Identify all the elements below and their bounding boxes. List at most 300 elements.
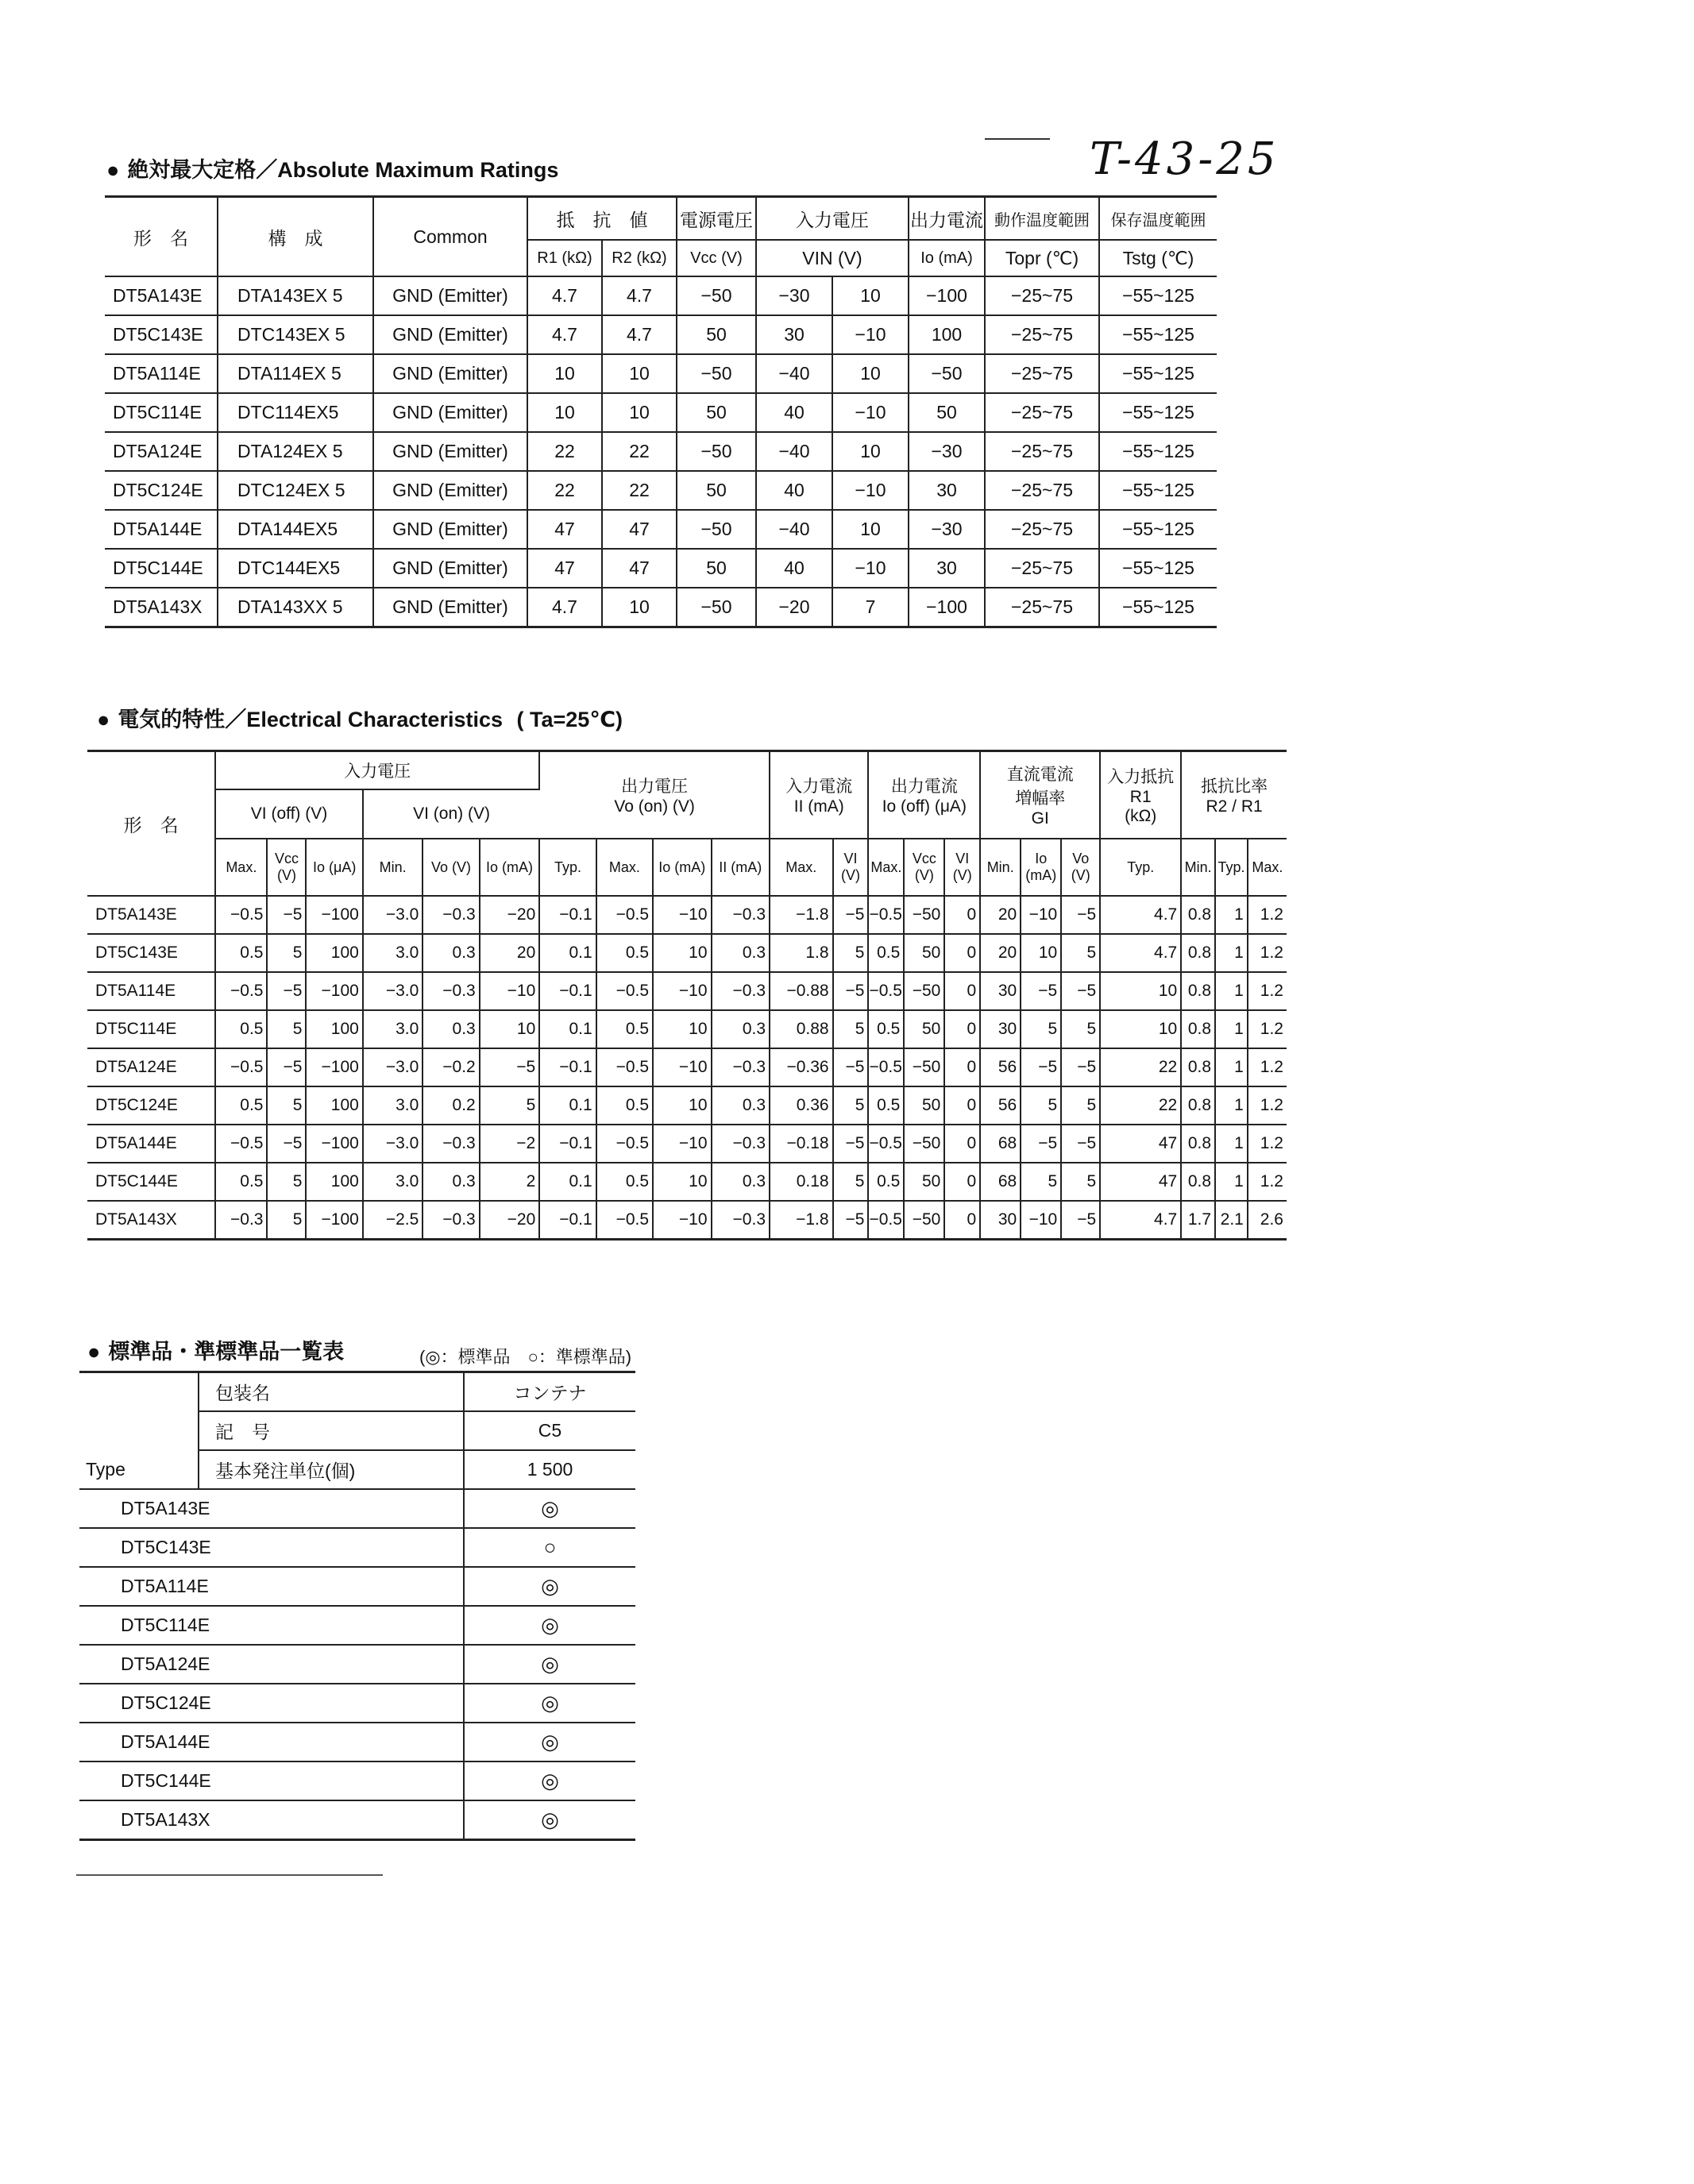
std-unit-label: 基本発注単位(個) bbox=[199, 1450, 464, 1489]
cell-value: 10 bbox=[1021, 934, 1061, 972]
elec-hdr-output-voltage bbox=[539, 751, 770, 839]
cell-type: DT5A143E bbox=[87, 896, 215, 934]
cell-value: −0.3 bbox=[423, 1125, 479, 1163]
cell-value: 10 bbox=[653, 934, 711, 972]
cell-value: 0.5 bbox=[596, 934, 653, 972]
cell-value: −5 bbox=[833, 896, 869, 934]
cell-value: −0.36 bbox=[770, 1048, 833, 1086]
cell-value: −20 bbox=[480, 1201, 540, 1240]
cell-value: −5 bbox=[1021, 972, 1061, 1010]
cell-value: 0.3 bbox=[712, 1163, 770, 1201]
cell-value: −3.0 bbox=[363, 896, 423, 934]
cell-type: DT5A114E bbox=[79, 1567, 464, 1606]
cell-type: DT5C144E bbox=[79, 1761, 464, 1800]
cell-value: −50 bbox=[904, 1201, 944, 1240]
cell-value: −5 bbox=[833, 1048, 869, 1086]
cell-value: 10 bbox=[653, 1086, 711, 1125]
cell-value: 0.8 bbox=[1181, 1125, 1215, 1163]
elec-hdr-ratio bbox=[1181, 751, 1287, 839]
cell-value: −100 bbox=[306, 1201, 362, 1240]
hdr-r2: R2 (kΩ) bbox=[602, 240, 677, 276]
cell-value: 0.8 bbox=[1181, 896, 1215, 934]
cell-status-icon: ◎ bbox=[464, 1606, 635, 1645]
cell-vcc: −50 bbox=[677, 588, 756, 627]
table-row bbox=[79, 1761, 635, 1800]
std-type-label: Type bbox=[79, 1450, 199, 1489]
table-row bbox=[79, 1528, 635, 1567]
cell-value: 0.8 bbox=[1181, 934, 1215, 972]
cell-type: DT5C114E bbox=[87, 1010, 215, 1048]
cell-type: DT5A144E bbox=[87, 1125, 215, 1163]
table-row bbox=[87, 1010, 1287, 1048]
std-empty-cell bbox=[79, 1372, 199, 1412]
cell-value: −0.3 bbox=[712, 1125, 770, 1163]
elec-subhdr: Typ. bbox=[1215, 839, 1248, 896]
table-row bbox=[87, 896, 1287, 934]
cell-value: −10 bbox=[1021, 1201, 1061, 1240]
elec-subhdr: Max. bbox=[770, 839, 833, 896]
elec-subhdr: Min. bbox=[1181, 839, 1215, 896]
cell-value: 1.2 bbox=[1248, 934, 1287, 972]
cell-value: 30 bbox=[980, 972, 1021, 1010]
cell-value: 30 bbox=[980, 1201, 1021, 1240]
cell-value: 1 bbox=[1215, 1163, 1248, 1201]
cell-value: 0 bbox=[944, 1086, 980, 1125]
cell-r1: 10 bbox=[527, 393, 602, 432]
elec-hdr-rin-top: 入力抵抗 bbox=[1107, 768, 1175, 786]
elec-subhdr: II (mA) bbox=[712, 839, 770, 896]
cell-value: −5 bbox=[1061, 972, 1100, 1010]
elec-hdr-vi-on: VI (on) (V) bbox=[363, 789, 539, 839]
cell-vin-max: −10 bbox=[832, 393, 909, 432]
hdr-type: 形 名 bbox=[105, 197, 218, 277]
cell-tstg: −55~125 bbox=[1099, 510, 1217, 549]
cell-value: −5 bbox=[1061, 1048, 1100, 1086]
elec-table bbox=[87, 750, 1287, 1241]
cell-value: 1.2 bbox=[1248, 1125, 1287, 1163]
table-row bbox=[105, 588, 1217, 627]
cell-value: −0.5 bbox=[215, 896, 267, 934]
elec-hdr-ratio-top: 抵抗比率 bbox=[1201, 778, 1268, 796]
cell-r1: 22 bbox=[527, 432, 602, 471]
cell-value: 5 bbox=[267, 1163, 306, 1201]
elec-hdr-type: 形 名 bbox=[87, 751, 215, 897]
cell-vin-min: −30 bbox=[756, 276, 832, 315]
cell-value: 0.5 bbox=[868, 1086, 904, 1125]
cell-type: DT5C124E bbox=[105, 471, 218, 510]
table-row bbox=[105, 471, 1217, 510]
hdr-tstg-top: 保存温度範囲 bbox=[1099, 197, 1217, 241]
cell-topr: −25~75 bbox=[985, 510, 1099, 549]
cell-value: −10 bbox=[653, 896, 711, 934]
cell-topr: −25~75 bbox=[985, 432, 1099, 471]
cell-common: GND (Emitter) bbox=[373, 276, 527, 315]
cell-value: 100 bbox=[306, 1086, 362, 1125]
cell-value: −2 bbox=[480, 1125, 540, 1163]
cell-r1: 47 bbox=[527, 510, 602, 549]
cell-value: 5 bbox=[833, 934, 869, 972]
elec-condition: ( Ta=25℃) bbox=[516, 708, 623, 731]
cell-type: DT5C143E bbox=[105, 315, 218, 354]
cell-type: DT5C114E bbox=[105, 393, 218, 432]
cell-value: −50 bbox=[904, 1125, 944, 1163]
cell-value: −0.3 bbox=[215, 1201, 267, 1240]
cell-value: −0.5 bbox=[215, 1125, 267, 1163]
hdr-tstg-bottom: Tstg (℃) bbox=[1099, 240, 1217, 276]
cell-value: 1.2 bbox=[1248, 1010, 1287, 1048]
cell-value: −10 bbox=[653, 1125, 711, 1163]
cell-status-icon: ◎ bbox=[464, 1684, 635, 1723]
cell-type: DT5A143E bbox=[79, 1489, 464, 1528]
cell-value: 0.36 bbox=[770, 1086, 833, 1125]
elec-hdr-vi-off: VI (off) (V) bbox=[215, 789, 363, 839]
cell-value: 50 bbox=[904, 1163, 944, 1201]
cell-value: 1.8 bbox=[770, 934, 833, 972]
std-code-label: 記 号 bbox=[199, 1411, 464, 1450]
cell-value: 50 bbox=[904, 1010, 944, 1048]
cell-common: GND (Emitter) bbox=[373, 354, 527, 393]
cell-config: DTC124EX 5 bbox=[218, 471, 373, 510]
cell-value: −3.0 bbox=[363, 1048, 423, 1086]
cell-type: DT5A143X bbox=[79, 1800, 464, 1840]
elec-subhdr: Max. bbox=[1248, 839, 1287, 896]
cell-type: DT5A144E bbox=[79, 1723, 464, 1761]
cell-value: 0.5 bbox=[215, 1086, 267, 1125]
cell-tstg: −55~125 bbox=[1099, 315, 1217, 354]
std-legend: (◎：標準品 ○：準標準品) bbox=[419, 1347, 632, 1367]
elec-title bbox=[97, 702, 623, 733]
cell-type: DT5C143E bbox=[79, 1528, 464, 1567]
table-row bbox=[79, 1684, 635, 1723]
elec-hdr-output-current-bottom: Io (off) (μA) bbox=[882, 797, 967, 816]
cell-value: 4.7 bbox=[1100, 934, 1181, 972]
cell-value: −10 bbox=[653, 972, 711, 1010]
elec-subhdr: Max. bbox=[215, 839, 267, 896]
bullet-icon: ● bbox=[106, 158, 120, 182]
cell-value: 0.1 bbox=[539, 1086, 596, 1125]
cell-value: 1 bbox=[1215, 896, 1248, 934]
cell-value: −5 bbox=[1061, 1201, 1100, 1240]
cell-value: 1 bbox=[1215, 1086, 1248, 1125]
elec-subhdr: Io (μA) bbox=[306, 839, 362, 896]
abs-max-title-text: 絶対最大定格／Absolute Maximum Ratings bbox=[127, 158, 559, 182]
cell-value: −10 bbox=[653, 1048, 711, 1086]
elec-subhdr: Min. bbox=[363, 839, 423, 896]
abs-max-table bbox=[105, 195, 1217, 628]
cell-vcc: 50 bbox=[677, 393, 756, 432]
cell-common: GND (Emitter) bbox=[373, 471, 527, 510]
cell-vin-min: 30 bbox=[756, 315, 832, 354]
cell-value: 0.8 bbox=[1181, 1048, 1215, 1086]
cell-topr: −25~75 bbox=[985, 588, 1099, 627]
cell-value: 20 bbox=[480, 934, 540, 972]
cell-value: 5 bbox=[1061, 1010, 1100, 1048]
cell-value: −5 bbox=[267, 972, 306, 1010]
cell-value: −2.5 bbox=[363, 1201, 423, 1240]
table-row bbox=[87, 1201, 1287, 1240]
cell-topr: −25~75 bbox=[985, 276, 1099, 315]
cell-value: −0.3 bbox=[712, 1048, 770, 1086]
cell-value: −5 bbox=[1021, 1125, 1061, 1163]
cell-vin-min: 40 bbox=[756, 549, 832, 588]
cell-value: 5 bbox=[267, 1086, 306, 1125]
cell-topr: −25~75 bbox=[985, 354, 1099, 393]
bullet-icon: ● bbox=[97, 708, 110, 731]
cell-value: 10 bbox=[653, 1010, 711, 1048]
cell-value: −50 bbox=[904, 1048, 944, 1086]
cell-value: 3.0 bbox=[363, 934, 423, 972]
table-row bbox=[87, 1125, 1287, 1163]
cell-vin-max: 10 bbox=[832, 432, 909, 471]
cell-vin-max: −10 bbox=[832, 549, 909, 588]
cell-value: 0.1 bbox=[539, 1163, 596, 1201]
elec-subhdr: Typ. bbox=[539, 839, 596, 896]
cell-common: GND (Emitter) bbox=[373, 393, 527, 432]
cell-type: DT5A114E bbox=[105, 354, 218, 393]
cell-tstg: −55~125 bbox=[1099, 549, 1217, 588]
cell-value: 50 bbox=[904, 1086, 944, 1125]
cell-topr: −25~75 bbox=[985, 315, 1099, 354]
cell-value: −100 bbox=[306, 1125, 362, 1163]
table-row bbox=[87, 1086, 1287, 1125]
cell-value: −1.8 bbox=[770, 896, 833, 934]
table-row bbox=[79, 1567, 635, 1606]
cell-type: DT5A143E bbox=[105, 276, 218, 315]
cell-value: −0.3 bbox=[712, 896, 770, 934]
elec-subhdr: Vcc (V) bbox=[904, 839, 944, 896]
cell-value: −50 bbox=[904, 896, 944, 934]
cell-value: 5 bbox=[1061, 934, 1100, 972]
cell-r1: 10 bbox=[527, 354, 602, 393]
hdr-common: Common bbox=[373, 197, 527, 277]
cell-value: −100 bbox=[306, 972, 362, 1010]
cell-tstg: −55~125 bbox=[1099, 471, 1217, 510]
cell-value: 0 bbox=[944, 1010, 980, 1048]
cell-value: −0.1 bbox=[539, 1048, 596, 1086]
cell-config: DTA143EX 5 bbox=[218, 276, 373, 315]
cell-value: 1.2 bbox=[1248, 1048, 1287, 1086]
cell-value: 30 bbox=[980, 1010, 1021, 1048]
cell-value: 2.6 bbox=[1248, 1201, 1287, 1240]
cell-tstg: −55~125 bbox=[1099, 432, 1217, 471]
cell-io: −30 bbox=[909, 432, 985, 471]
top-rule bbox=[985, 138, 1050, 140]
elec-hdr-gain bbox=[980, 751, 1100, 839]
cell-value: 5 bbox=[1021, 1163, 1061, 1201]
hdr-vcc-top: 電源電圧 bbox=[677, 197, 756, 241]
cell-value: 3.0 bbox=[363, 1086, 423, 1125]
cell-value: 10 bbox=[480, 1010, 540, 1048]
cell-status-icon: ◎ bbox=[464, 1567, 635, 1606]
cell-r1: 22 bbox=[527, 471, 602, 510]
elec-hdr-output-current-top: 出力電流 bbox=[890, 778, 958, 796]
elec-hdr-rin-bottom: (kΩ) bbox=[1125, 807, 1157, 825]
elec-subhdr: Typ. bbox=[1100, 839, 1181, 896]
cell-value: −0.5 bbox=[596, 1201, 653, 1240]
elec-hdr-input-voltage: 入力電圧 bbox=[215, 751, 539, 790]
cell-value: −0.1 bbox=[539, 1125, 596, 1163]
table-row bbox=[105, 549, 1217, 588]
cell-common: GND (Emitter) bbox=[373, 432, 527, 471]
cell-value: 0.5 bbox=[868, 934, 904, 972]
table-row bbox=[87, 1048, 1287, 1086]
cell-value: −5 bbox=[267, 1125, 306, 1163]
std-empty-cell bbox=[79, 1411, 199, 1450]
cell-r1: 4.7 bbox=[527, 315, 602, 354]
cell-value: −0.88 bbox=[770, 972, 833, 1010]
cell-tstg: −55~125 bbox=[1099, 588, 1217, 627]
cell-type: DT5C143E bbox=[87, 934, 215, 972]
cell-value: 5 bbox=[1061, 1086, 1100, 1125]
cell-value: 20 bbox=[980, 934, 1021, 972]
cell-r2: 10 bbox=[602, 393, 677, 432]
cell-value: 2.1 bbox=[1215, 1201, 1248, 1240]
cell-value: 5 bbox=[1021, 1086, 1061, 1125]
cell-type: DT5A124E bbox=[79, 1645, 464, 1684]
cell-vcc: −50 bbox=[677, 354, 756, 393]
cell-type: DT5A143X bbox=[105, 588, 218, 627]
cell-value: 0.5 bbox=[596, 1163, 653, 1201]
cell-value: 0.8 bbox=[1181, 1010, 1215, 1048]
cell-status-icon: ◎ bbox=[464, 1761, 635, 1800]
cell-value: 10 bbox=[1100, 972, 1181, 1010]
cell-value: 10 bbox=[1100, 1010, 1181, 1048]
cell-value: −0.5 bbox=[596, 972, 653, 1010]
cell-value: 1 bbox=[1215, 1048, 1248, 1086]
cell-value: −5 bbox=[267, 896, 306, 934]
cell-value: 0.3 bbox=[712, 934, 770, 972]
elec-hdr-output-voltage-bottom: Vo (on) (V) bbox=[614, 797, 695, 816]
cell-io: −30 bbox=[909, 510, 985, 549]
cell-type: DT5A124E bbox=[87, 1048, 215, 1086]
cell-r2: 22 bbox=[602, 432, 677, 471]
hdr-io-bottom: Io (mA) bbox=[909, 240, 985, 276]
cell-value: −5 bbox=[833, 1201, 869, 1240]
cell-value: −3.0 bbox=[363, 1125, 423, 1163]
elec-subhdr: Vo (V) bbox=[423, 839, 479, 896]
elec-subhdr: Vcc (V) bbox=[267, 839, 306, 896]
cell-value: −5 bbox=[1061, 1125, 1100, 1163]
cell-value: 47 bbox=[1100, 1163, 1181, 1201]
cell-tstg: −55~125 bbox=[1099, 393, 1217, 432]
cell-value: 0 bbox=[944, 972, 980, 1010]
elec-hdr-gain-mid: 増幅率 bbox=[1015, 789, 1066, 808]
cell-value: −10 bbox=[1021, 896, 1061, 934]
cell-value: 56 bbox=[980, 1086, 1021, 1125]
cell-value: −100 bbox=[306, 1048, 362, 1086]
cell-common: GND (Emitter) bbox=[373, 510, 527, 549]
cell-config: DTC144EX5 bbox=[218, 549, 373, 588]
cell-value: −100 bbox=[306, 896, 362, 934]
hdr-vin-bottom: VIN (V) bbox=[756, 240, 909, 276]
cell-status-icon: ◎ bbox=[464, 1489, 635, 1528]
cell-r2: 4.7 bbox=[602, 276, 677, 315]
cell-value: −0.1 bbox=[539, 1201, 596, 1240]
elec-hdr-ratio-bottom: R2 / R1 bbox=[1206, 797, 1263, 816]
cell-value: −0.18 bbox=[770, 1125, 833, 1163]
cell-value: 0.88 bbox=[770, 1010, 833, 1048]
cell-value: 3.0 bbox=[363, 1010, 423, 1048]
cell-value: −0.3 bbox=[423, 1201, 479, 1240]
cell-value: −0.3 bbox=[423, 896, 479, 934]
elec-hdr-rin bbox=[1100, 751, 1181, 839]
table-row bbox=[79, 1723, 635, 1761]
cell-value: 5 bbox=[480, 1086, 540, 1125]
cell-config: DTA144EX5 bbox=[218, 510, 373, 549]
cell-type: DT5A114E bbox=[87, 972, 215, 1010]
cell-value: 100 bbox=[306, 1163, 362, 1201]
bottom-rule bbox=[76, 1874, 383, 1876]
elec-subhdr: VI (V) bbox=[944, 839, 980, 896]
cell-value: −50 bbox=[904, 972, 944, 1010]
std-title bbox=[87, 1334, 344, 1365]
cell-vin-min: 40 bbox=[756, 393, 832, 432]
cell-value: −0.5 bbox=[868, 1125, 904, 1163]
cell-value: 5 bbox=[833, 1163, 869, 1201]
elec-hdr-rin-mid: R1 bbox=[1129, 788, 1152, 806]
cell-value: 5 bbox=[833, 1010, 869, 1048]
cell-value: 1 bbox=[1215, 1125, 1248, 1163]
cell-value: 1.2 bbox=[1248, 972, 1287, 1010]
cell-value: 0.18 bbox=[770, 1163, 833, 1201]
cell-value: 0.8 bbox=[1181, 1163, 1215, 1201]
cell-vin-min: −40 bbox=[756, 432, 832, 471]
cell-value: −0.5 bbox=[868, 972, 904, 1010]
hdr-config: 構 成 bbox=[218, 197, 373, 277]
cell-common: GND (Emitter) bbox=[373, 315, 527, 354]
cell-io: −100 bbox=[909, 588, 985, 627]
cell-value: 10 bbox=[653, 1163, 711, 1201]
cell-value: 22 bbox=[1100, 1048, 1181, 1086]
cell-value: 4.7 bbox=[1100, 1201, 1181, 1240]
cell-value: 1.7 bbox=[1181, 1201, 1215, 1240]
cell-value: −0.5 bbox=[596, 1048, 653, 1086]
elec-hdr-input-current-bottom: II (mA) bbox=[793, 797, 844, 816]
cell-config: DTA114EX 5 bbox=[218, 354, 373, 393]
elec-subhdr: Io (mA) bbox=[1021, 839, 1061, 896]
cell-value: 0 bbox=[944, 1163, 980, 1201]
cell-value: −0.5 bbox=[868, 1201, 904, 1240]
table-row bbox=[87, 1163, 1287, 1201]
elec-subhdr: Vo (V) bbox=[1061, 839, 1100, 896]
cell-value: 0 bbox=[944, 1201, 980, 1240]
table-row bbox=[105, 276, 1217, 315]
hdr-vcc-bottom: Vcc (V) bbox=[677, 240, 756, 276]
table-row bbox=[87, 934, 1287, 972]
elec-subhdr: Max. bbox=[868, 839, 904, 896]
cell-value: −5 bbox=[267, 1048, 306, 1086]
table-row bbox=[87, 972, 1287, 1010]
cell-value: −0.5 bbox=[868, 896, 904, 934]
hdr-topr-top: 動作温度範囲 bbox=[985, 197, 1099, 241]
cell-value: 0 bbox=[944, 1125, 980, 1163]
cell-value: 100 bbox=[306, 1010, 362, 1048]
cell-type: DT5A144E bbox=[105, 510, 218, 549]
table-row bbox=[79, 1645, 635, 1684]
cell-value: 0.5 bbox=[596, 1010, 653, 1048]
cell-value: 0.3 bbox=[712, 1086, 770, 1125]
elec-title-text: 電気的特性／Electrical Characteristics bbox=[118, 708, 503, 731]
cell-config: DTC114EX5 bbox=[218, 393, 373, 432]
cell-type: DT5C144E bbox=[105, 549, 218, 588]
cell-topr: −25~75 bbox=[985, 471, 1099, 510]
cell-value: −0.1 bbox=[539, 896, 596, 934]
cell-value: 5 bbox=[267, 934, 306, 972]
cell-common: GND (Emitter) bbox=[373, 588, 527, 627]
cell-value: 0.8 bbox=[1181, 1086, 1215, 1125]
cell-io: −50 bbox=[909, 354, 985, 393]
cell-vcc: 50 bbox=[677, 471, 756, 510]
